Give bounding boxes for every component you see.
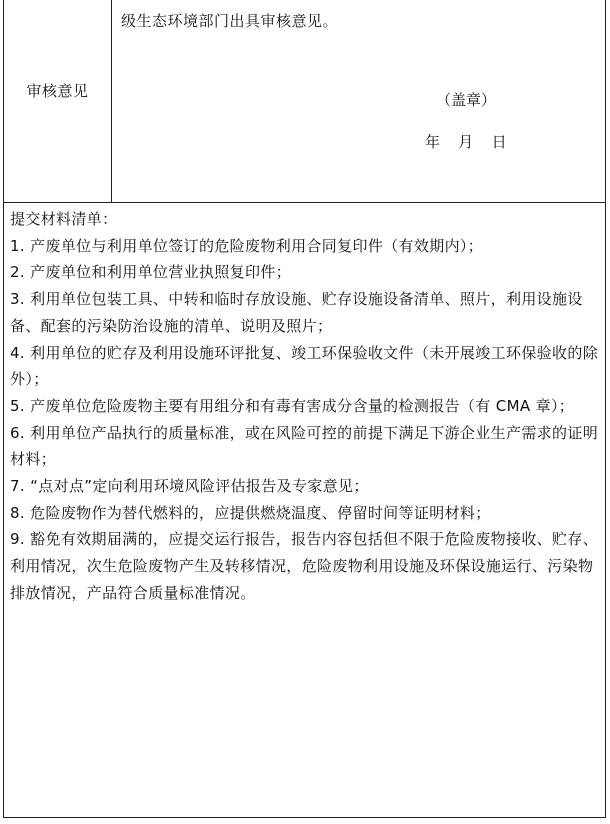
review-opinion-row (4, 0, 605, 203)
review-opinion-text: 级生态环境部门出具审核意见。 (121, 12, 339, 30)
material-item-7: 7. “点对点”定向利用环境风险评估报告及专家意见； (10, 477, 369, 496)
submission-materials-list (10, 206, 600, 607)
materials-title: 提交材料清单： (10, 210, 118, 228)
review-opinion-label: 审核意见 (26, 82, 89, 100)
material-item-1: 1. 产废单位与利用单位签订的危险废物利用合同复印件（有效期内）； (10, 236, 484, 255)
material-item-8: 8. 危险废物作为替代燃料的，应提供燃烧温度、停留时间等证明材料； (10, 503, 491, 522)
review-content-cell (112, 0, 605, 202)
date-placeholder: 年 月 日 (425, 133, 508, 151)
material-item-2: 2. 产废单位和利用单位营业执照复印件； (10, 263, 292, 282)
material-item-3: 3. 利用单位包装工具、中转和临时存放设施、贮存设施设备清单、照片，利用设施设备、配套的污染防治设施的清单、说明及照片； (10, 290, 583, 335)
material-item-9: 9. 豁免有效期届满的，应提交运行报告，报告内容包括但不限于危险废物接收、贮存、利用情况，次生危险废物产生及转移情况，危险废物利用设施及环保设施运行、污染物排放情况，产品符合质量标准情况。 (10, 530, 599, 602)
material-item-5: 5. 产废单位危险废物主要有用组分和有毒有害成分含量的检测报告（有 CMA 章）； (10, 396, 575, 415)
review-form-table (3, 0, 606, 818)
material-item-4: 4. 利用单位的贮存及利用设施环评批复、竣工环保验收文件（未开展竣工环保验收的除外）； (10, 343, 599, 389)
material-item-6: 6. 利用单位产品执行的质量标准，或在风险可控的前提下满足下游企业生产需求的证明材料； (10, 423, 599, 469)
seal-placeholder: （盖章） (436, 91, 497, 109)
review-label-cell (4, 0, 112, 202)
